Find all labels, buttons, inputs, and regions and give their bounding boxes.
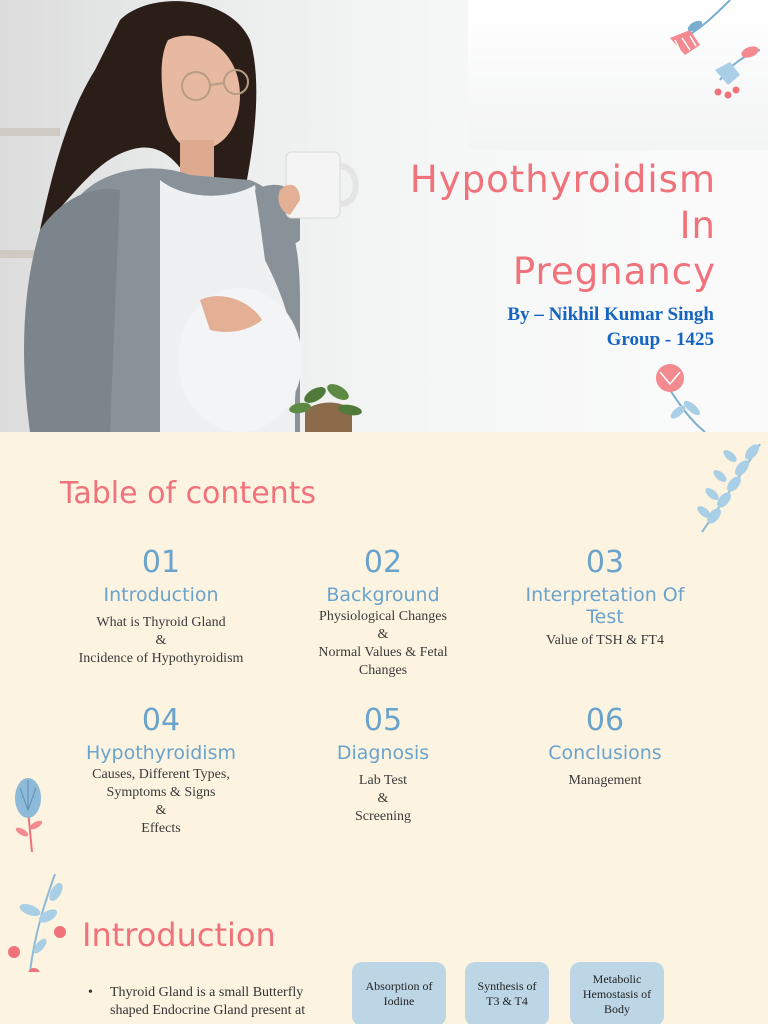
leaf-branch-icon [690,436,768,536]
flower-decoration-icon [650,360,720,432]
toc-description: Lab Test & Screening [355,773,411,824]
flow-box-iodine: Absorption of Iodine [352,962,446,1024]
intro-slide [0,852,768,1024]
toc-title: Interpretation Of Test [525,584,685,628]
author-group: Group - 1425 [606,329,714,350]
bullet-text: Thyroid Gland is a small Butterfly shaped Endocrine Gland present at [110,985,306,1018]
flow-box-synthesis: Synthesis of T3 & T4 [465,962,549,1024]
toc-description: Physiological Changes & Normal Values & Fetal Changes [318,609,448,678]
toc-slide [0,432,768,852]
toc-number: 01 [141,545,181,580]
pregnant-woman-photo [0,0,380,432]
title-line-3: Pregnancy [512,250,716,293]
toc-item-01 [56,546,266,668]
flower-bud-icon [8,770,48,852]
toc-number: 06 [585,703,625,738]
toc-item-03 [500,546,710,650]
toc-item-05 [278,704,488,826]
toc-description: Causes, Different Types, Symptoms & Signs & Effects [92,767,230,836]
toc-item-06 [500,704,710,790]
toc-description: Value of TSH & FT4 [546,633,664,648]
toc-number: 05 [363,703,403,738]
title-slide [0,0,768,432]
toc-title: Conclusions [548,742,662,764]
toc-item-04 [56,704,266,838]
bullet-icon: • [88,985,93,1000]
toc-title: Background [326,584,440,606]
flow-box-metabolic: Metabolic Hemostasis of Body [570,962,664,1024]
toc-description: What is Thyroid Gland & Incidence of Hypothyroidism [78,615,244,666]
toc-title: Hypothyroidism [86,742,236,764]
toc-number: 02 [363,545,403,580]
intro-bullet [88,984,328,1020]
title-line-2: In [679,204,716,247]
toc-heading: Table of contents [60,476,317,511]
toc-item-02 [278,546,488,680]
toc-description: Management [568,773,642,788]
flower-decoration-icon [660,0,768,105]
toc-title: Diagnosis [336,742,430,764]
berry-branch-icon [0,862,80,972]
toc-title: Introduction [103,584,219,606]
intro-heading: Introduction [82,916,276,954]
toc-number: 03 [585,545,625,580]
title-line-1: Hypothyroidism [409,158,716,201]
toc-number: 04 [141,703,181,738]
author-name: By – Nikhil Kumar Singh [507,304,714,325]
